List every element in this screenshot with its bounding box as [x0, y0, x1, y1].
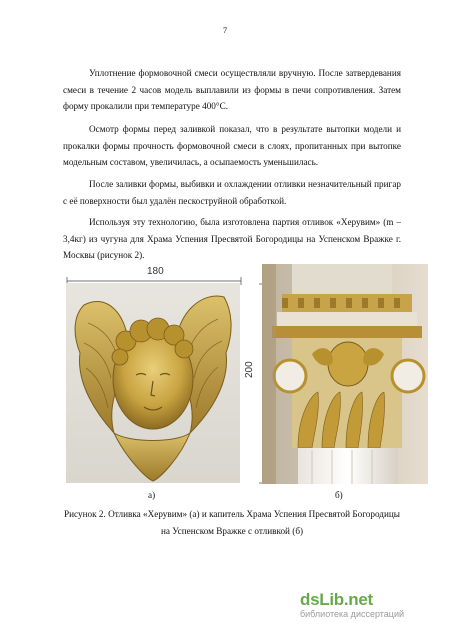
paragraph-4: Используя эту технологию, была изготовлена партия отливок «Херувим» (m – 3,4кг) из чугуна для Храма Успения Пресвятой Богородицы на Успенском Вражке г. Москвы (рисунок 2). [63, 217, 401, 261]
paragraph-2: Осмотр формы перед заливкой показал, что в результате вытопки модели и прокалки формы прочность формовочной смеси в слоях, пропитанных при вытопке модельным составом, увеличилась, а осыпаемость уменьшилась. [63, 124, 401, 168]
cherub-casting-image [66, 283, 240, 483]
capital-image [262, 264, 428, 484]
figure-caption: Рисунок 2. Отливка «Херувим» (а) и капитель Храма Успения Пресвятой Богородицы на Успенском Вражке с отливкой (б) [64, 509, 400, 536]
dslib-subtitle: библиотека диссертаций [300, 609, 405, 619]
cherub-casting-photo [66, 283, 240, 483]
figure-label-b: б) [335, 490, 343, 500]
paragraph-1: Уплотнение формовочной смеси осуществляли вручную. После затвердевания смеси в течение 2 часов модель выплавили из формы в печи сопротивления. Затем форму прокалили при температуре 400°С. [63, 68, 401, 112]
dimension-height-label: 200 [244, 361, 255, 378]
dslib-watermark[interactable] [300, 590, 440, 619]
figure-label-a: а) [148, 490, 156, 500]
page-number: 7 [222, 25, 228, 35]
dimension-width-label: 180 [147, 266, 164, 277]
paragraph-3: После заливки формы, выбивки и охлаждении отливки незначительный пригар с её поверхности был удалён пескоструйной обработкой. [63, 179, 401, 206]
capital-photo [262, 264, 428, 484]
dslib-logo: dsLib.net [300, 590, 373, 609]
